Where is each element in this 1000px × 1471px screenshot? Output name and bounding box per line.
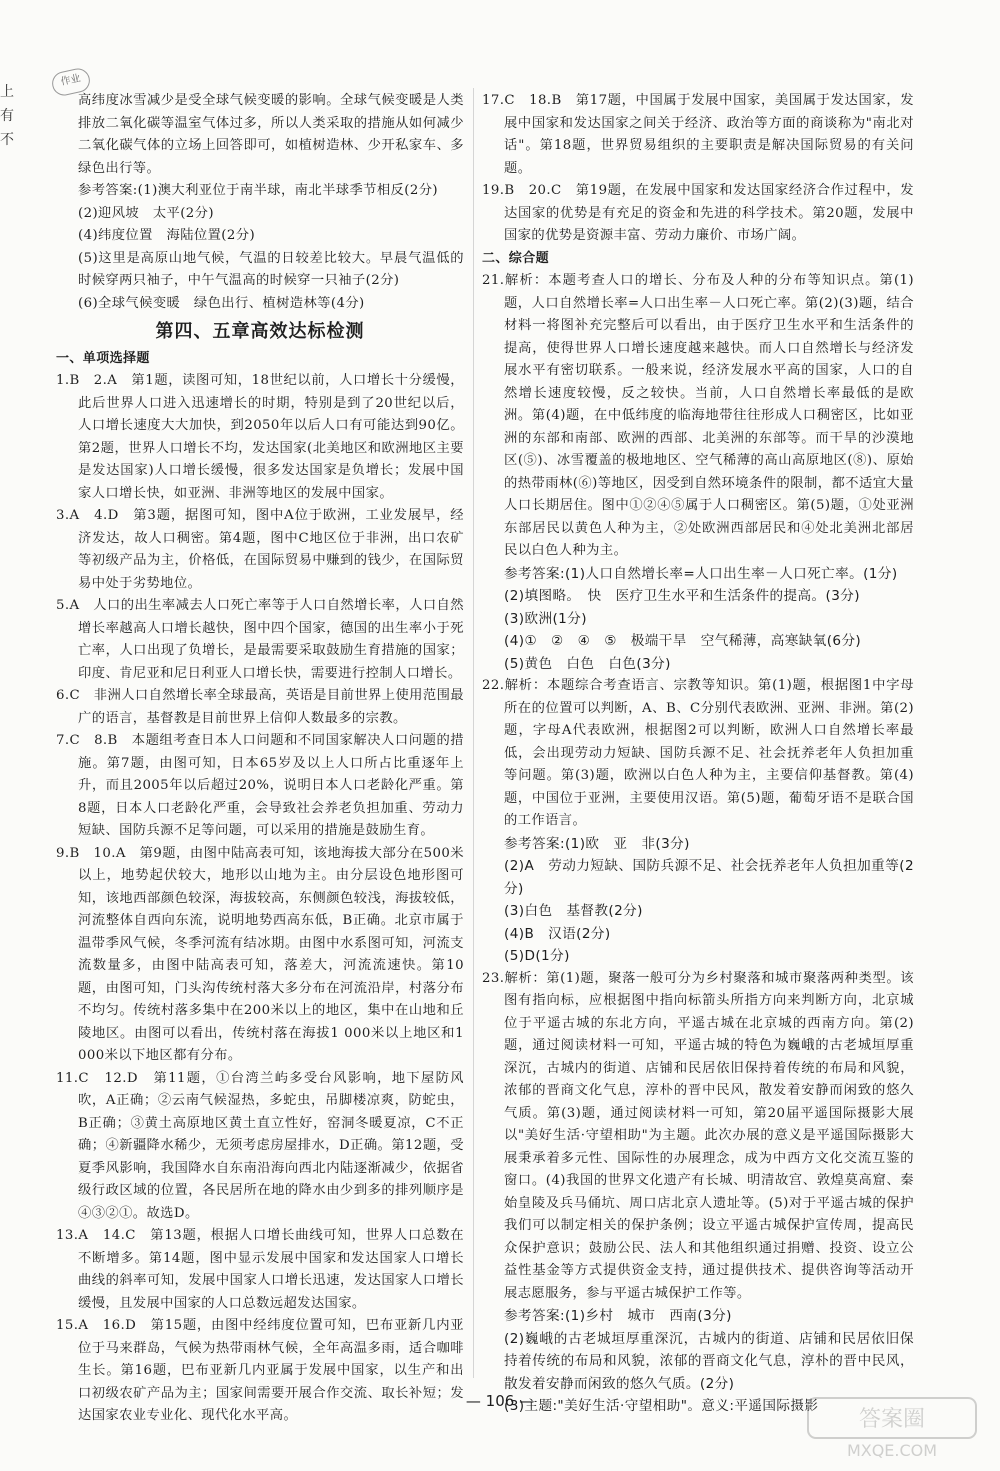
answer-line: 参考答案:(1)乡村 城市 西南(3分) [504, 1308, 732, 1324]
question-item: 3.A 4.D 第3题，据图可知，图中A位于欧洲，工业发展早，经济发达，故人口稠密。第4题，图中C地区位于非洲，出口农矿等初级产品为主，价格低，在国际贸易中赚到的钱少，在国际贸易中处于劣势地位。 [56, 508, 464, 591]
margin-char [0, 176, 22, 200]
q22-answers [482, 833, 914, 968]
svg-text:答案圈: 答案圈 [858, 1407, 926, 1432]
margin-char [0, 440, 22, 464]
question-item: 13.A 14.C 第13题，根据人口增长曲线可知，世界人口总数在不断增多。第14题，图中显示发展中国家和发达国家人口增长曲线的斜率可知，发展中国家人口增长迅速，发达国家人口增长缓慢，且发展中国家的人口总数远超发达国家。 [56, 1228, 464, 1311]
margin-char [0, 320, 22, 344]
margin-char: 上 [0, 84, 14, 100]
margin-char [0, 536, 22, 560]
margin-char [0, 344, 22, 368]
page-number: — 106 — [465, 1392, 535, 1410]
answer-line: 参考答案:(1)欧 亚 非(3分) [504, 835, 690, 852]
answer-line: (4)① ② ④ ⑤ 极端干旱 空气稀薄，高寒缺氧(6分) [504, 633, 862, 649]
margin-char [0, 152, 22, 176]
margin-char [0, 272, 22, 296]
answer-line: (5)黄色 白色 白色(3分) [504, 655, 671, 672]
right-top-items [482, 90, 914, 248]
answer-line: (6)全球气候变暖 绿色出行、植树造林等(4分) [78, 295, 365, 311]
answer-line: 参考答案:(1)澳大利亚位于南半球，南北半球季节相反(2分) [78, 183, 438, 198]
margin-char [0, 224, 22, 248]
question-item: 5.A 人口的出生率减去人口死亡率等于人口自然增长率，人口自然增长率越高人口增长越快，图中四个国家，德国的出生率小于死亡率，人口出现了负增长，是最需要采取鼓励生育措施的国家；印度、肯尼亚和尼日利亚人口增长快，需要进行控制人口增长。 [56, 598, 464, 681]
question-item: 17.C 18.B 第17题，中国属于发展中国家，美国属于发达国家，发展中国家和发达国家之间关于经济、政治等方面的商谈称为"南北对话"。第18题，世界贸易组织的主要职责是解决国际贸易的有关问题。 [482, 93, 914, 176]
answer-line: (4)B 汉语(2分) [504, 925, 611, 942]
margin-char [0, 296, 22, 320]
answer-line: (2)巍峨的古老城垣厚重深沉，古城内的街道、店铺和民居依旧保持着传统的布局和风貌，浓郁的晋商文化气息，淳朴的晋中民风，散发着安静而闲致的悠久气质。(2分) [504, 1330, 914, 1392]
left-column [56, 90, 464, 1428]
q23-analysis: 23.解析：第(1)题，聚落一般可分为乡村聚落和城市聚落两种类型。该图有指向标，应根据图中指向标箭头所指方向来判断方向，北京城位于平遥古城的东北方向，平遥古城在北京城的西南方向。第(2)题，通过阅读材料一可知，平遥古城的特色为巍峨的古老城垣厚重深沉，古城内的街道、店铺和民居依旧保持着传统的布局和风貌，浓郁的晋商文化气息，淳朴的晋中民风，散发着安静而闲致的悠久气质。第(3)题，通过阅读材料一可知，第20届平遥国际摄影大展以"美好生活·守望相助"为主题。此次办展的意义是平遥国际摄影大展秉承着多元性、国际性的办展理念，成为中西方文化交流互鉴的窗口。(4)我国的世界文化遗产有长城、明清故宫、敦煌莫高窟、秦始皇陵及兵马俑坑、周口店北京人遗址等。(5)对于平遥古城的保护我们可以制定相关的保护条例；设立平遥古城保护宣传周，提高民众保护意识；鼓励公民、法人和其他组织通过捐赠、投资、设立公益性基金等方式提供资金支持，通过提供技术、提供咨询等活动开展志愿服务，参与平遥古城保护工作等。 [482, 970, 914, 1301]
margin-char [0, 464, 22, 488]
q21-analysis: 21.解析：本题考查人口的增长、分布及人种的分布等知识点。第(1)题，人口自然增长率=人口出生率－人口死亡率。第(2)(3)题，结合材料一将图补充完整后可以看出，由于医疗卫生水平和生活条件的提高，使得世界人口增长速度越来越快。而人口自然增长与经济发展水平有密切联系。一般来说，经济发展水平高的国家，人口的自然增长速度较慢，反之较快。当前，人口自然增长率最低的是欧洲。第(4)题，在中低纬度的临海地带往往形成人口稠密区，比如亚洲的东部和南部、欧洲的西部、北美洲的东部等。而干旱的沙漠地区(⑤)、冰雪覆盖的极地地区、空气稀薄的高山高原地区(⑧)、原始的热带雨林(⑥)等地区，因受到自然环境条件的限制，都不适宜大量人口长期居住。图中①②④⑤属于人口稠密区。第(5)题，①处亚洲东部居民以黄色人种为主，②处欧洲西部居民和④处北美洲北部居民以白色人种为主。 [482, 273, 914, 558]
answer-line: (3)欧洲(1分) [504, 610, 587, 627]
margin-char [0, 248, 22, 272]
answer-line: (3)白色 基督教(2分) [504, 903, 643, 919]
margin-char: 有 [0, 108, 14, 124]
left-margin-bleed [0, 80, 22, 560]
question-item: 15.A 16.D 第15题，由图中经纬度位置可知，巴布亚新几内亚位于马来群岛，气候为热带雨林气候，全年高温多雨，适合咖啡生长。第16题，巴布亚新几内亚属于发展中国家，以生产和出口初级农矿产品为主；国家间需要开展合作交流、取长补短；发达国家农业专业化、现代化水平高。 [56, 1318, 464, 1423]
margin-char [0, 200, 22, 224]
margin-char [0, 416, 22, 440]
left-top-answers [56, 90, 464, 315]
margin-char [0, 392, 22, 416]
q22-analysis: 22.解析：本题综合考查语言、宗教等知识。第(1)题，根据图1中字母所在的位置可以判断，A、B、C分别代表欧洲、亚洲、非洲。第(2)题，字母A代表欧洲，根据图2可以判断，欧洲人口自然增长率最低，会出现劳动力短缺、国防兵源不足、社会抚养老年人负担加重等问题。第(3)题，欧洲以白色人种为主，主要信仰基督教。第(4)题，中国位于亚洲，主要使用汉语。第(5)题，葡萄牙语不是联合国的工作语言。 [482, 678, 914, 828]
question-item: 9.B 10.A 第9题，由图中陆高表可知，该地海拔大部分在500米以上，地势起伏较大，地形以山地为主。由分层设色地形图可知，该地西部颜色较深，海拔较高，东侧颜色较浅，海拔较低，河流整体自西向东流，说明地势西高东低，B正确。北京市属于温带季风气候，冬季河流有结冰期。由图中水系图可知，河流支流数量多，由图中陆高表可知，落差大，河流流速快。第10题，由图可知，门头沟传统村落大多分布在河流沿岸，村落分布不均匀。传统村落多集中在200米以上的地区，集中在山地和丘陵地区。由图可以看出，传统村落在海拔1 000米以上地区和1 000米以下地区都有分布。 [56, 845, 464, 1063]
answer-line: (3)主题:"美好生活·守望相助"。意义:平遥国际摄影 [504, 1398, 819, 1414]
margin-char [0, 512, 22, 536]
answer-line: 高纬度冰雪减少是受全球气候变暖的影响。全球气候变暖是人类排放二氧化碳等温室气体过多，所以人类采取的措施从如何减少二氧化碳气体的立场上回答即可，如植树造林、少开私家车、多绿色出行等。 [78, 93, 464, 176]
question-item: 6.C 非洲人口自然增长率全球最高，英语是目前世界上使用范围最广的语言，基督教是目前世界上信仰人数最多的宗教。 [56, 688, 464, 726]
question-item: 19.B 20.C 第19题，在发展中国家和发达国家经济合作过程中，发达国家的优势是有充足的资金和先进的科学技术。第20题，发展中国家的优势是资源丰富、劳动力廉价、市场广阔。 [482, 183, 914, 243]
answer-line: (2)填图略。 快 医疗卫生水平和生活条件的提高。(3分) [504, 588, 860, 604]
margin-char [0, 368, 22, 392]
left-question-list [56, 370, 464, 1428]
section-sub-heading: 一、单项选择题 [56, 350, 150, 366]
question-item: 1.B 2.A 第1题，读图可知，18世纪以前，人口增长十分缓慢，此后世界人口进入迅速增长的时期，特别是到了20世纪以后，人口增长速度大大加快，到2050年以后人口有可能达到90亿。第2题，世界人口增长不均，发达国家(北美地区和欧洲地区主要是发达国家)人口增长缓慢，很多发达国家是负增长；发展中国家人口增长快，如亚洲、非洲等地区的发展中国家。 [56, 373, 464, 501]
q21-answers [482, 563, 914, 676]
section-title: 第四、五章高效达标检测 [155, 321, 365, 342]
column-divider [473, 88, 474, 1378]
margin-char [0, 488, 22, 512]
question-item: 7.C 8.B 本题组考查日本人口问题和不同国家解决人口问题的措施。第7题，由图可知，日本65岁及以上人口所占比重逐年上升，而且2005年以后超过20%，说明日本人口老龄化严重。第8题，日本人口老龄化严重，会导致社会养老负担加重、劳动力短缺、国防兵源不足等问题，可以采用的措施是鼓励生育。 [56, 733, 464, 838]
answer-line: 参考答案:(1)人口自然增长率=人口出生率－人口死亡率。(1分) [504, 565, 898, 582]
answer-line: (2)A 劳动力短缺、国防兵源不足、社会抚养老年人负担加重等(2分) [504, 858, 914, 897]
answer-line: (5)D(1分) [504, 948, 570, 964]
comprehensive-heading: 二、综合题 [482, 250, 550, 266]
right-column [482, 90, 914, 1418]
answer-line: (4)纬度位置 海陆位置(2分) [78, 228, 256, 243]
watermark-url: MXQE.COM [846, 1441, 938, 1460]
margin-char: 不 [0, 132, 14, 148]
question-item: 11.C 12.D 第11题，①台湾兰屿多受台风影响，地下屋防风吹，A正确；②云南气候湿热，多蛇虫，吊脚楼凉爽，防蛇虫，B正确；③黄土高原地区黄土直立性好，窑洞冬暖夏凉，C不正确；④新疆降水稀少，无须考虑房屋排水，D正确。第12题，受夏季风影响，我国降水自东南沿海向西北内陆逐渐减少，依据省级行政区域的位置，各民居所在地的降水由少到多的排列顺序是④③②①。故选D。 [56, 1070, 464, 1221]
homework-stamp: 作业 [50, 66, 92, 97]
answer-line: (5)这里是高原山地气候，气温的日较差比较大。早晨气温低的时候穿两只袖子，中午气温高的时候穿一只袖子(2分) [78, 250, 464, 288]
watermark-logo-icon [806, 1396, 978, 1460]
answer-line: (2)迎风坡 太平(2分) [78, 205, 214, 221]
